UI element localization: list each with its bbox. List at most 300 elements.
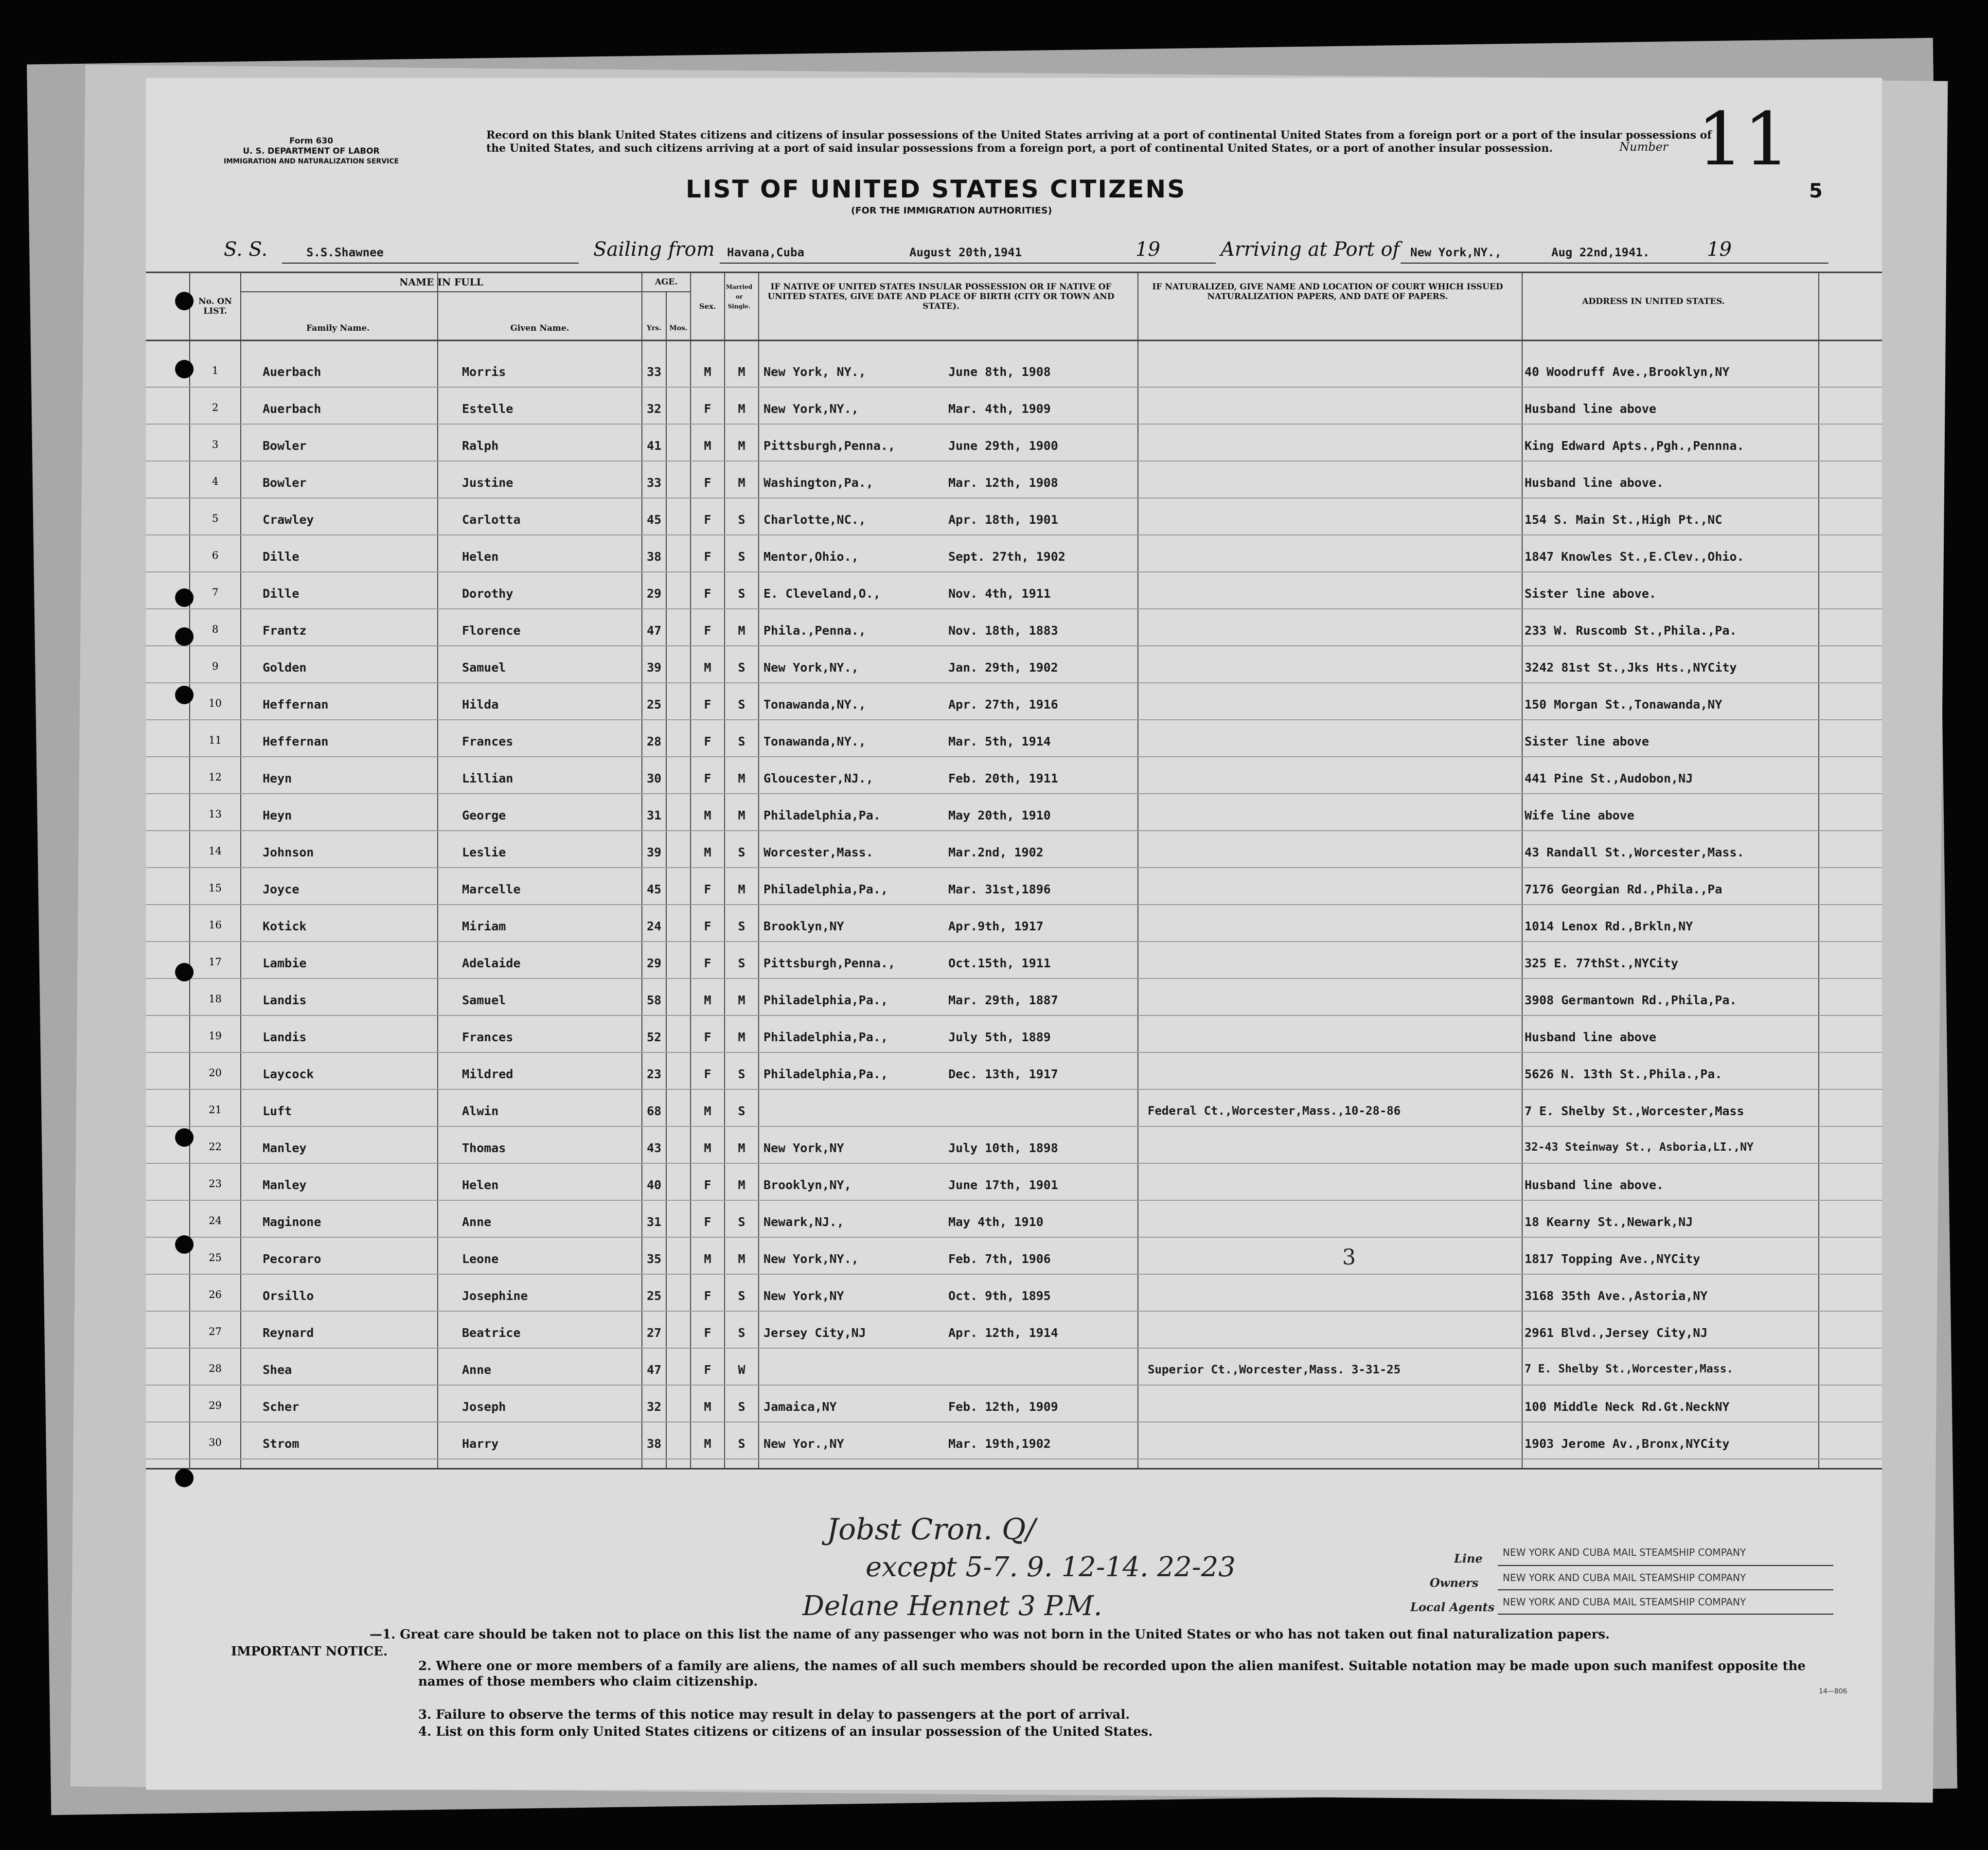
col-sex-header: Sex. [699,302,716,311]
row-date-cell: Mar. 5th, 1914 [948,734,1051,748]
row-no-cell: 17 [209,956,222,968]
row-date-cell: Sept. 27th, 1902 [948,550,1065,564]
row-address-cell: 18 Kearny St.,Newark,NJ [1525,1215,1693,1229]
row-given-cell: Florence [462,623,521,638]
row-age-cell: 25 [646,697,662,712]
row-family-cell: Reynard [263,1326,314,1340]
row-no-cell: 1 [212,365,219,376]
row-family-cell: Auerbach [263,365,321,379]
row-no-cell: 6 [212,550,219,561]
row-no-cell: 10 [209,697,222,709]
row-address-cell: Sister line above. [1525,587,1656,601]
owners-label: Owners [1430,1576,1479,1590]
row-place-cell: Jersey City,NJ [763,1326,866,1340]
row-ms-cell: M [738,1030,746,1044]
row-place-cell: New York, NY., [763,365,866,379]
row-given-cell: Frances [462,1030,514,1044]
row-no-cell: 20 [209,1067,222,1079]
row-family-cell: Shea [263,1363,292,1377]
row-address-cell: 3168 35th Ave.,Astoria,NY [1525,1289,1708,1303]
row-address-cell: 2961 Blvd.,Jersey City,NJ [1525,1326,1708,1340]
row-no-cell: 5 [212,513,219,524]
row-date-cell: Feb. 12th, 1909 [948,1400,1058,1414]
row-age-cell: 33 [646,476,662,490]
line-stamp: NEW YORK AND CUBA MAIL STEAMSHIP COMPANY [1503,1547,1746,1558]
row-ms-cell: S [738,1067,746,1081]
row-ms-cell: S [738,587,746,601]
row-age-cell: 29 [646,956,662,970]
row-ms-cell: M [738,365,746,379]
row-no-cell: 8 [212,623,219,635]
row-place-cell: New Yor.,NY [763,1437,844,1451]
row-given-cell: Estelle [462,402,514,416]
row-ms-cell: M [738,1178,746,1192]
row-address-cell: 40 Woodruff Ave.,Brooklyn,NY [1525,365,1730,379]
binder-hole [175,627,194,646]
binder-hole [175,1128,194,1147]
row-date-cell: Oct. 9th, 1895 [948,1289,1051,1303]
row-sex-cell: M [704,365,711,379]
row-place-cell: Pittsburgh,Penna., [763,439,895,453]
row-address-cell: 7176 Georgian Rd.,Phila.,Pa [1525,882,1722,896]
row-family-cell: Manley [263,1178,307,1192]
row-ms-cell: S [738,1289,746,1303]
row-given-cell: Carlotta [462,513,521,527]
row-sex-cell: F [704,1178,711,1192]
row-family-cell: Orsillo [263,1289,314,1303]
row-address-cell: Husband line above [1525,1030,1656,1044]
row-date-cell: Mar.2nd, 1902 [948,845,1044,859]
row-age-cell: 41 [646,439,662,453]
row-date-cell: May 20th, 1910 [948,808,1051,822]
row-date-cell: June 17th, 1901 [948,1178,1058,1192]
row-address-cell: 150 Morgan St.,Tonawanda,NY [1525,697,1722,712]
row-no-cell: 18 [209,993,222,1005]
row-date-cell: Mar. 12th, 1908 [948,476,1058,490]
row-no-cell: 26 [209,1289,222,1300]
binder-hole [175,588,194,607]
col-family-header: Family Name. [306,323,370,333]
row-given-cell: Joseph [462,1400,506,1414]
row-no-cell: 9 [212,660,219,672]
row-address-cell: 1817 Topping Ave.,NYCity [1525,1252,1701,1266]
row-given-cell: Helen [462,550,499,564]
row-ms-cell: S [738,1437,746,1451]
row-age-cell: 43 [646,1141,662,1155]
row-given-cell: Samuel [462,993,506,1007]
row-date-cell: Nov. 18th, 1883 [948,623,1058,638]
row-no-cell: 2 [212,402,219,413]
row-family-cell: Joyce [263,882,300,896]
row-no-cell: 30 [209,1437,222,1448]
ss-label: S. S. [224,238,268,261]
row-address-cell: King Edward Apts.,Pgh.,Pennna. [1525,439,1744,453]
handwritten-line-2: except 5-7. 9. 12-14. 22-23 [866,1551,1236,1583]
row-place-cell: New York,NY., [763,402,859,416]
row-age-cell: 68 [646,1104,662,1118]
row-address-cell: 1903 Jerome Av.,Bronx,NYCity [1525,1437,1730,1451]
col-birth-header: IF NATIVE OF UNITED STATES INSULAR POSSESSION OR IF NATIVE OF UNITED STATES, GIVE DATE AND PLACE OF BIRTH (CITY OR TOWN AND STATE). [767,282,1115,311]
row-sex-cell: F [704,550,711,564]
row-no-cell: 27 [209,1326,222,1337]
row-sex-cell: M [704,439,711,453]
row-given-cell: Harry [462,1437,499,1451]
row-age-cell: 24 [646,919,662,933]
sheet-number: 11 [1697,97,1790,182]
row-ms-cell: S [738,550,746,564]
row-place-cell: Newark,NJ., [763,1215,844,1229]
row-sex-cell: M [704,845,711,859]
row-no-cell: 22 [209,1141,222,1153]
row-place-cell: Philadelphia,Pa., [763,882,888,896]
row-ms-cell: S [738,1400,746,1414]
col-married-header: Married or Single. [726,284,753,310]
row-date-cell: Jan. 29th, 1902 [948,660,1058,675]
sailing-from-value: Havana,Cuba [727,246,804,259]
row-age-cell: 25 [646,1289,662,1303]
row-given-cell: Morris [462,365,506,379]
binder-hole [175,963,194,981]
arrival-port: New York,NY., [1410,246,1502,259]
row-given-cell: Anne [462,1215,492,1229]
row-date-cell: May 4th, 1910 [948,1215,1044,1229]
row-address-cell: 7 E. Shelby St.,Worcester,Mass. [1525,1363,1734,1375]
row-family-cell: Heyn [263,771,292,785]
row-place-cell: Philadelphia,Pa., [763,993,888,1007]
binder-hole [175,1235,194,1254]
row-given-cell: Leone [462,1252,499,1266]
row-address-cell: 325 E. 77thSt.,NYCity [1525,956,1679,970]
row-age-cell: 31 [646,808,662,822]
row-no-cell: 29 [209,1400,222,1411]
row-family-cell: Frantz [263,623,307,638]
row-family-cell: Laycock [263,1067,314,1081]
instructions-text: Record on this blank United States citizens and citizens of insular possessions of the United States arriving at a port of continental United States from a foreign port or a port of the insular possessions of the United States, and such citizens arriving at a port of said insular possessions from a foreign port, a port of continental United States, or a port of another insular possession. [486,129,1712,155]
row-address-cell: 3908 Germantown Rd.,Phila,Pa. [1525,993,1737,1007]
row-sex-cell: F [704,882,711,896]
row-sex-cell: M [704,993,711,1007]
row-date-cell: Apr. 27th, 1916 [948,697,1058,712]
row-given-cell: Thomas [462,1141,506,1155]
number-label: Number [1619,140,1668,154]
print-code: 14—806 [1819,1688,1847,1695]
row-date-cell: Apr.9th, 1917 [948,919,1044,933]
row-family-cell: Dille [263,587,300,601]
row-no-cell: 13 [209,808,222,820]
row-date-cell: Dec. 13th, 1917 [948,1067,1058,1081]
row-family-cell: Johnson [263,845,314,859]
row-sex-cell: M [704,808,711,822]
row-no-cell: 12 [209,771,222,783]
row-date-cell: Mar. 29th, 1887 [948,993,1058,1007]
row-ms-cell: S [738,1326,746,1340]
row-date-cell: Feb. 7th, 1906 [948,1252,1051,1266]
row-given-cell: Beatrice [462,1326,521,1340]
row-age-cell: 33 [646,365,662,379]
year-prefix-1: 19 [1136,238,1160,261]
row-address-cell: 154 S. Main St.,High Pt.,NC [1525,513,1722,527]
row-no-cell: 28 [209,1363,222,1374]
row-date-cell: Mar. 4th, 1909 [948,402,1051,416]
row-ms-cell: M [738,771,746,785]
row-sex-cell: F [704,1363,711,1377]
binder-hole [175,360,194,378]
row-no-cell: 23 [209,1178,222,1190]
row-age-cell: 27 [646,1326,662,1340]
page-title: LIST OF UNITED STATES CITIZENS [686,175,1187,203]
row-no-cell: 7 [212,587,219,598]
row-family-cell: Heyn [263,808,292,822]
row-ms-cell: M [738,993,746,1007]
row-age-cell: 45 [646,882,662,896]
row-date-cell: Mar. 19th,1902 [948,1437,1051,1451]
row-sex-cell: F [704,697,711,712]
row-address-cell: 32-43 Steinway St., Asboria,LI.,NY [1525,1141,1754,1154]
row-place-cell: Brooklyn,NY [763,919,844,933]
row-address-cell: Husband line above. [1525,476,1664,490]
row-age-cell: 31 [646,1215,662,1229]
col-name-header: NAME IN FULL [399,276,483,288]
row-place-cell: Philadelphia,Pa., [763,1067,888,1081]
service-name: IMMIGRATION AND NATURALIZATION SERVICE [223,158,399,165]
side-mark: 5 [1809,180,1823,202]
row-age-cell: 32 [646,402,662,416]
row-no-cell: 16 [209,919,222,931]
row-date-cell: July 10th, 1898 [948,1141,1058,1155]
row-sex-cell: M [704,1437,711,1451]
row-date-cell: June 29th, 1900 [948,439,1058,453]
row-family-cell: Dille [263,550,300,564]
row-no-cell: 4 [212,476,219,487]
row-ms-cell: S [738,1104,746,1118]
row-age-cell: 23 [646,1067,662,1081]
row-date-cell: Mar. 31st,1896 [948,882,1051,896]
sailing-from-label: Sailing from [593,238,715,261]
handwritten-line-1: Jobst Cron. Q/ [827,1512,1036,1547]
col-yrs-header: Yrs. [646,324,662,332]
row-address-cell: Husband line above. [1525,1178,1664,1192]
line-label: Line [1454,1551,1483,1565]
row-no-cell: 25 [209,1252,222,1263]
row-no-cell: 11 [209,734,222,746]
row-family-cell: Landis [263,993,307,1007]
row-ms-cell: M [738,1141,746,1155]
row-age-cell: 29 [646,587,662,601]
row-place-cell: New York,NY., [763,1252,859,1266]
row-address-cell: 1014 Lenox Rd.,Brkln,NY [1525,919,1693,933]
row-family-cell: Heffernan [263,734,329,748]
row-place-cell: Worcester,Mass. [763,845,873,859]
row-given-cell: Dorothy [462,587,514,601]
row-ms-cell: M [738,623,746,638]
row-sex-cell: F [704,1289,711,1303]
row-address-cell: 233 W. Ruscomb St.,Phila.,Pa. [1525,623,1737,638]
row-sex-cell: F [704,1067,711,1081]
manifest-page [146,78,1882,1790]
row-ms-cell: S [738,513,746,527]
row-given-cell: Ralph [462,439,499,453]
row-address-cell: 441 Pine St.,Audobon,NJ [1525,771,1693,785]
row-place-cell: New York,NY [763,1141,844,1155]
row-ms-cell: M [738,439,746,453]
row-date-cell: June 8th, 1908 [948,365,1051,379]
row-age-cell: 39 [646,845,662,859]
row-age-cell: 35 [646,1252,662,1266]
department-name: U. S. DEPARTMENT OF LABOR [243,146,380,156]
row-family-cell: Heffernan [263,697,329,712]
row-given-cell: Miriam [462,919,506,933]
row-place-cell: Charlotte,NC., [763,513,866,527]
row-date-cell: Apr. 18th, 1901 [948,513,1058,527]
row-date-cell: Apr. 12th, 1914 [948,1326,1058,1340]
row-given-cell: Leslie [462,845,506,859]
row-place-cell: E. Cleveland,O., [763,587,881,601]
row-sex-cell: M [704,1104,711,1118]
row-given-cell: Alwin [462,1104,499,1118]
notice-item-2: 2. Where one or more members of a family are aliens, the names of all such members should be recorded upon the alien manifest. Suitable notation may be made upon such manifest opposite the names of those members who claim citizenship. [418,1659,1806,1689]
row-given-cell: Lillian [462,771,514,785]
row-address-cell: Sister line above [1525,734,1649,748]
row-place-cell: Pittsburgh,Penna., [763,956,895,970]
row-family-cell: Maginone [263,1215,321,1229]
ship-name: S.S.Shawnee [306,246,384,259]
row-ms-cell: S [738,1215,746,1229]
row-given-cell: Marcelle [462,882,521,896]
binder-hole [175,292,194,310]
row-sex-cell: F [704,734,711,748]
row-family-cell: Golden [263,660,307,675]
row-address-cell: 3242 81st St.,Jks Hts.,NYCity [1525,660,1737,675]
row-address-cell: Husband line above [1525,402,1656,416]
col-no-header: No. ON LIST. [198,297,232,316]
col-address-header: ADDRESS IN UNITED STATES. [1582,297,1725,306]
binder-hole [175,686,194,704]
row-address-cell: 43 Randall St.,Worcester,Mass. [1525,845,1744,859]
row-age-cell: 28 [646,734,662,748]
row-given-cell: Hilda [462,697,499,712]
row-ms-cell: S [738,697,746,712]
row-sex-cell: M [704,660,711,675]
row-address-cell: 7 E. Shelby St.,Worcester,Mass [1525,1104,1744,1118]
row-ms-cell: M [738,402,746,416]
agents-stamp: NEW YORK AND CUBA MAIL STEAMSHIP COMPANY [1503,1596,1746,1608]
col-naturalized-header: IF NATURALIZED, GIVE NAME AND LOCATION OF COURT WHICH ISSUED NATURALIZATION PAPERS, AND DATE OF PAPERS. [1152,282,1503,302]
row-ms-cell: S [738,845,746,859]
row-age-cell: 32 [646,1400,662,1414]
row-family-cell: Luft [263,1104,292,1118]
row-age-cell: 45 [646,513,662,527]
row-date-cell: Nov. 4th, 1911 [948,587,1051,601]
row-ms-cell: M [738,808,746,822]
row-family-cell: Pecoraro [263,1252,321,1266]
row-ms-cell: M [738,1252,746,1266]
row-family-cell: Crawley [263,513,314,527]
notice-item-3: 3. Failure to observe the terms of this notice may result in delay to passengers at the port of arrival. [418,1708,1130,1722]
row-given-cell: Frances [462,734,514,748]
row-family-cell: Kotick [263,919,307,933]
row-sex-cell: F [704,919,711,933]
row-age-cell: 30 [646,771,662,785]
row-age-cell: 47 [646,1363,662,1377]
row-given-cell: Mildred [462,1067,514,1081]
row-given-cell: Adelaide [462,956,521,970]
row-place-cell: Washington,Pa., [763,476,873,490]
row-no-cell: 3 [212,439,219,450]
row-sex-cell: F [704,1326,711,1340]
notice-heading: IMPORTANT NOTICE. [231,1644,388,1659]
row-age-cell: 39 [646,660,662,675]
row-given-cell: Josephine [462,1289,528,1303]
row-ms-cell: M [738,882,746,896]
row-place-cell: Tonawanda,NY., [763,734,866,748]
departure-date: August 20th,1941 [909,246,1022,259]
arriving-label: Arriving at Port of [1221,238,1400,261]
row-sex-cell: F [704,587,711,601]
row-sex-cell: F [704,402,711,416]
mid-mark: 3 [1342,1245,1356,1270]
row-sex-cell: M [704,1141,711,1155]
row-ms-cell: S [738,956,746,970]
col-age-header: AGE. [655,277,678,287]
row-sex-cell: F [704,1030,711,1044]
row-sex-cell: M [704,1400,711,1414]
row-family-cell: Scher [263,1400,300,1414]
row-family-cell: Lambie [263,956,307,970]
row-family-cell: Auerbach [263,402,321,416]
row-date-cell: July 5th, 1889 [948,1030,1051,1044]
row-given-cell: Anne [462,1363,492,1377]
notice-item-4: 4. List on this form only United States citizens or citizens of an insular possession of the United States. [418,1725,1153,1739]
row-given-cell: Justine [462,476,514,490]
row-ms-cell: W [738,1363,746,1377]
row-sex-cell: F [704,1215,711,1229]
row-place-cell: Mentor,Ohio., [763,550,859,564]
row-ms-cell: S [738,919,746,933]
row-family-cell: Bowler [263,439,307,453]
row-age-cell: 47 [646,623,662,638]
row-place-cell: New York,NY., [763,660,859,675]
agents-rule [1498,1614,1833,1615]
notice-item-1: —1. Great care should be taken not to place on this list the name of any passenger who was not born in the United States or who has not taken out final naturalization papers. [370,1627,1610,1642]
row-sex-cell: F [704,513,711,527]
row-address-cell: 100 Middle Neck Rd.Gt.NeckNY [1525,1400,1730,1414]
year-prefix-2: 19 [1707,238,1732,261]
row-address-cell: 1847 Knowles St.,E.Clev.,Ohio. [1525,550,1744,564]
row-no-cell: 15 [209,882,222,894]
row-age-cell: 52 [646,1030,662,1044]
row-ms-cell: M [738,476,746,490]
row-age-cell: 38 [646,550,662,564]
owners-stamp: NEW YORK AND CUBA MAIL STEAMSHIP COMPANY [1503,1572,1746,1583]
row-age-cell: 38 [646,1437,662,1451]
row-sex-cell: F [704,623,711,638]
row-place-cell: Phila.,Penna., [763,623,866,638]
line-rule [1498,1565,1833,1566]
row-address-cell: Wife line above [1525,808,1634,822]
row-given-cell: Samuel [462,660,506,675]
row-sex-cell: F [704,771,711,785]
row-place-cell: Tonawanda,NY., [763,697,866,712]
row-age-cell: 58 [646,993,662,1007]
row-given-cell: George [462,808,506,822]
row-place-cell: Philadelphia,Pa., [763,1030,888,1044]
row-nat-cell: Superior Ct.,Worcester,Mass. 3-31-25 [1148,1363,1401,1376]
row-family-cell: Bowler [263,476,307,490]
owners-rule [1498,1589,1833,1590]
handwritten-line-3: Delane Hennet 3 P.M. [802,1590,1102,1622]
row-sex-cell: F [704,476,711,490]
arrival-date: Aug 22nd,1941. [1551,246,1650,259]
